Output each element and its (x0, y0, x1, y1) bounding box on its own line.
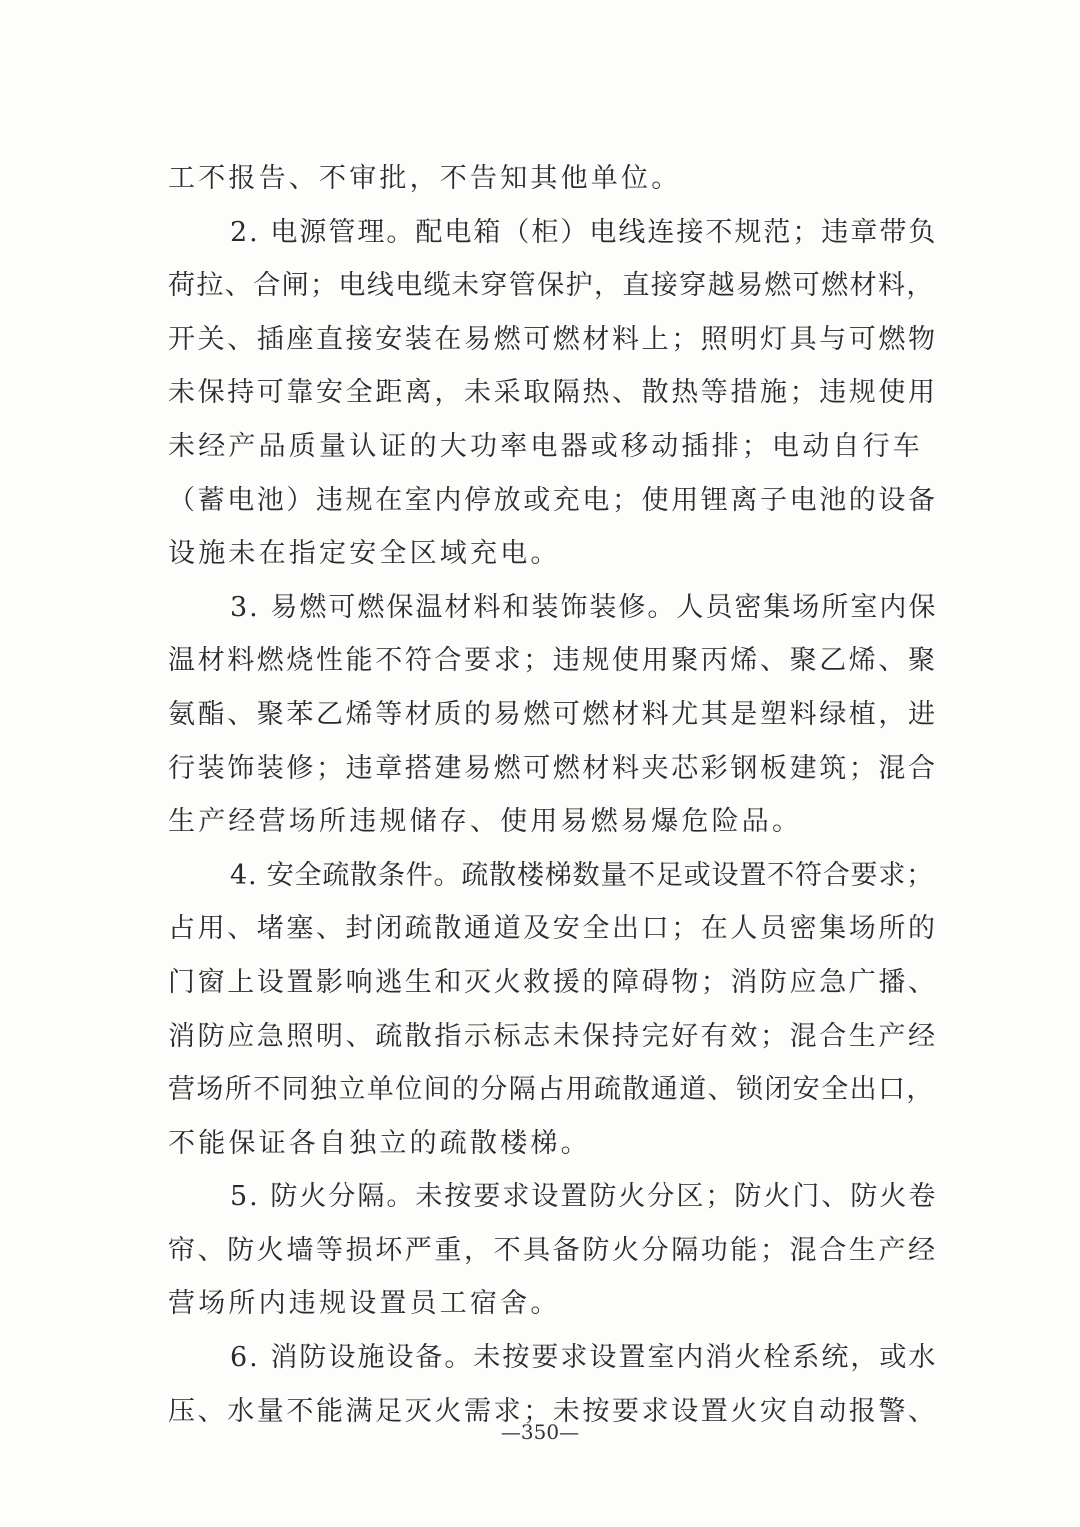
text-line: （蓄电池）违规在室内停放或充电；使用锂离子电池的设备 (168, 484, 938, 516)
text-line: 未保持可靠安全距离，未采取隔热、散热等措施；违规使用 (168, 377, 938, 409)
text-line: 门窗上设置影响逃生和灭火救援的障碍物；消防应急广播、 (168, 966, 938, 998)
text-line: 消防应急照明、疏散指示标志未保持完好有效；混合生产经 (168, 1020, 938, 1052)
body-text (168, 152, 938, 1438)
text-line: 营场所内违规设置员工宿舍。 (168, 1288, 561, 1320)
text-line: 营场所不同独立单位间的分隔占用疏散通道、锁闭安全出口， (168, 1074, 935, 1106)
page-number: —350— (500, 1420, 580, 1444)
text-line: 5. 防火分隔。未按要求设置防火分区；防火门、防火卷 (230, 1181, 938, 1213)
text-line: 温材料燃烧性能不符合要求；违规使用聚丙烯、聚乙烯、聚 (168, 645, 938, 677)
text-line: 工不报告、不审批，不告知其他单位。 (168, 163, 682, 194)
text-line: 荷拉、合闸；电线电缆未穿管保护，直接穿越易燃可燃材料， (168, 270, 935, 302)
text-line: 未经产品质量认证的大功率电器或移动插排；电动自行车 (168, 430, 923, 462)
text-line: 设施未在指定安全区域充电。 (168, 538, 561, 570)
text-line: 帘、防火墙等损坏严重，不具备防火分隔功能；混合生产经 (168, 1234, 938, 1266)
text-line: 行装饰装修；违章搭建易燃可燃材料夹芯彩钢板建筑；混合 (168, 752, 938, 784)
text-line: 压、水量不能满足灭火需求；未按要求设置火灾自动报警、 (168, 1395, 938, 1427)
text-line: 3. 易燃可燃保温材料和装饰装修。人员密集场所室内保 (230, 591, 938, 623)
text-line: 开关、插座直接安装在易燃可燃材料上；照明灯具与可燃物 (168, 323, 938, 355)
text-line: 占用、堵塞、封闭疏散通道及安全出口；在人员密集场所的 (168, 913, 938, 945)
text-line: 6. 消防设施设备。未按要求设置室内消火栓系统，或水 (230, 1342, 938, 1374)
text-line: 氨酯、聚苯乙烯等材质的易燃可燃材料尤其是塑料绿植，进 (168, 698, 938, 730)
text-line: 4. 安全疏散条件。疏散楼梯数量不足或设置不符合要求； (230, 859, 934, 891)
text-line: 2. 电源管理。配电箱（柜）电线连接不规范；违章带负 (230, 216, 938, 248)
text-line: 生产经营场所违规储存、使用易燃易爆危险品。 (168, 806, 803, 838)
text-line: 不能保证各自独立的疏散楼梯。 (168, 1127, 591, 1159)
